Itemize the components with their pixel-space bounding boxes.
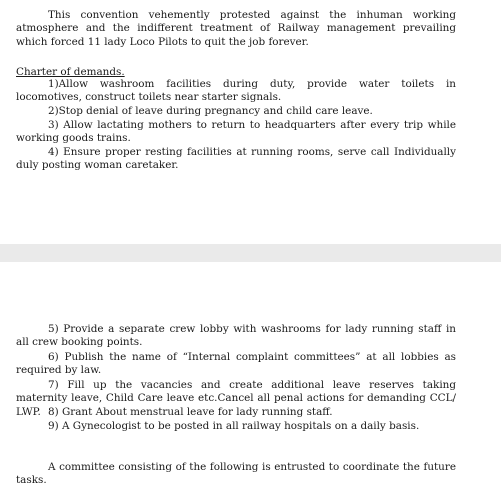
demand-item-2: 2)Stop denial of leave during pregnancy and child care leave. [48, 105, 373, 117]
demand-item-5: 5) Provide a separate crew lobby with washrooms for lady running staff in all crew booking points. [16, 323, 456, 349]
demand-item-4: 4) Ensure proper resting facilities at running rooms, serve call Individually duly posting woman caretaker. [16, 146, 456, 172]
charter-heading: Charter of demands. [16, 66, 125, 78]
page-separator [0, 244, 501, 262]
document-page-2 [0, 262, 501, 501]
intro-paragraph: This convention vehemently protested against the inhuman working atmosphere and the indifferent treatment of Railway management prevailing which forced 11 lady Loco Pilots to quit the job forever. [16, 9, 456, 48]
demand-item-8: 8) Grant About menstrual leave for lady running staff. [48, 406, 333, 418]
demand-item-9: 9) A Gynecologist to be posted in all railway hospitals on a daily basis. [48, 420, 420, 432]
demand-item-6: 6) Publish the name of “Internal complaint committees” at all lobbies as required by law. [16, 351, 456, 377]
demand-item-7: 7) Fill up the vacancies and create additional leave reserves taking maternity leave, Child Care leave etc.Cancel all penal actions for demanding CCL/ LWP. [16, 379, 456, 418]
closing-paragraph: A committee consisting of the following is entrusted to coordinate the future tasks. [16, 461, 456, 487]
document-page-1 [0, 0, 501, 244]
demand-item-3: 3) Allow lactating mothers to return to headquarters after every trip while working goods trains. [16, 119, 456, 145]
demand-item-1: 1)Allow washroom facilities during duty, provide water toilets in locomotives, construct toilets near starter signals. [16, 78, 456, 104]
